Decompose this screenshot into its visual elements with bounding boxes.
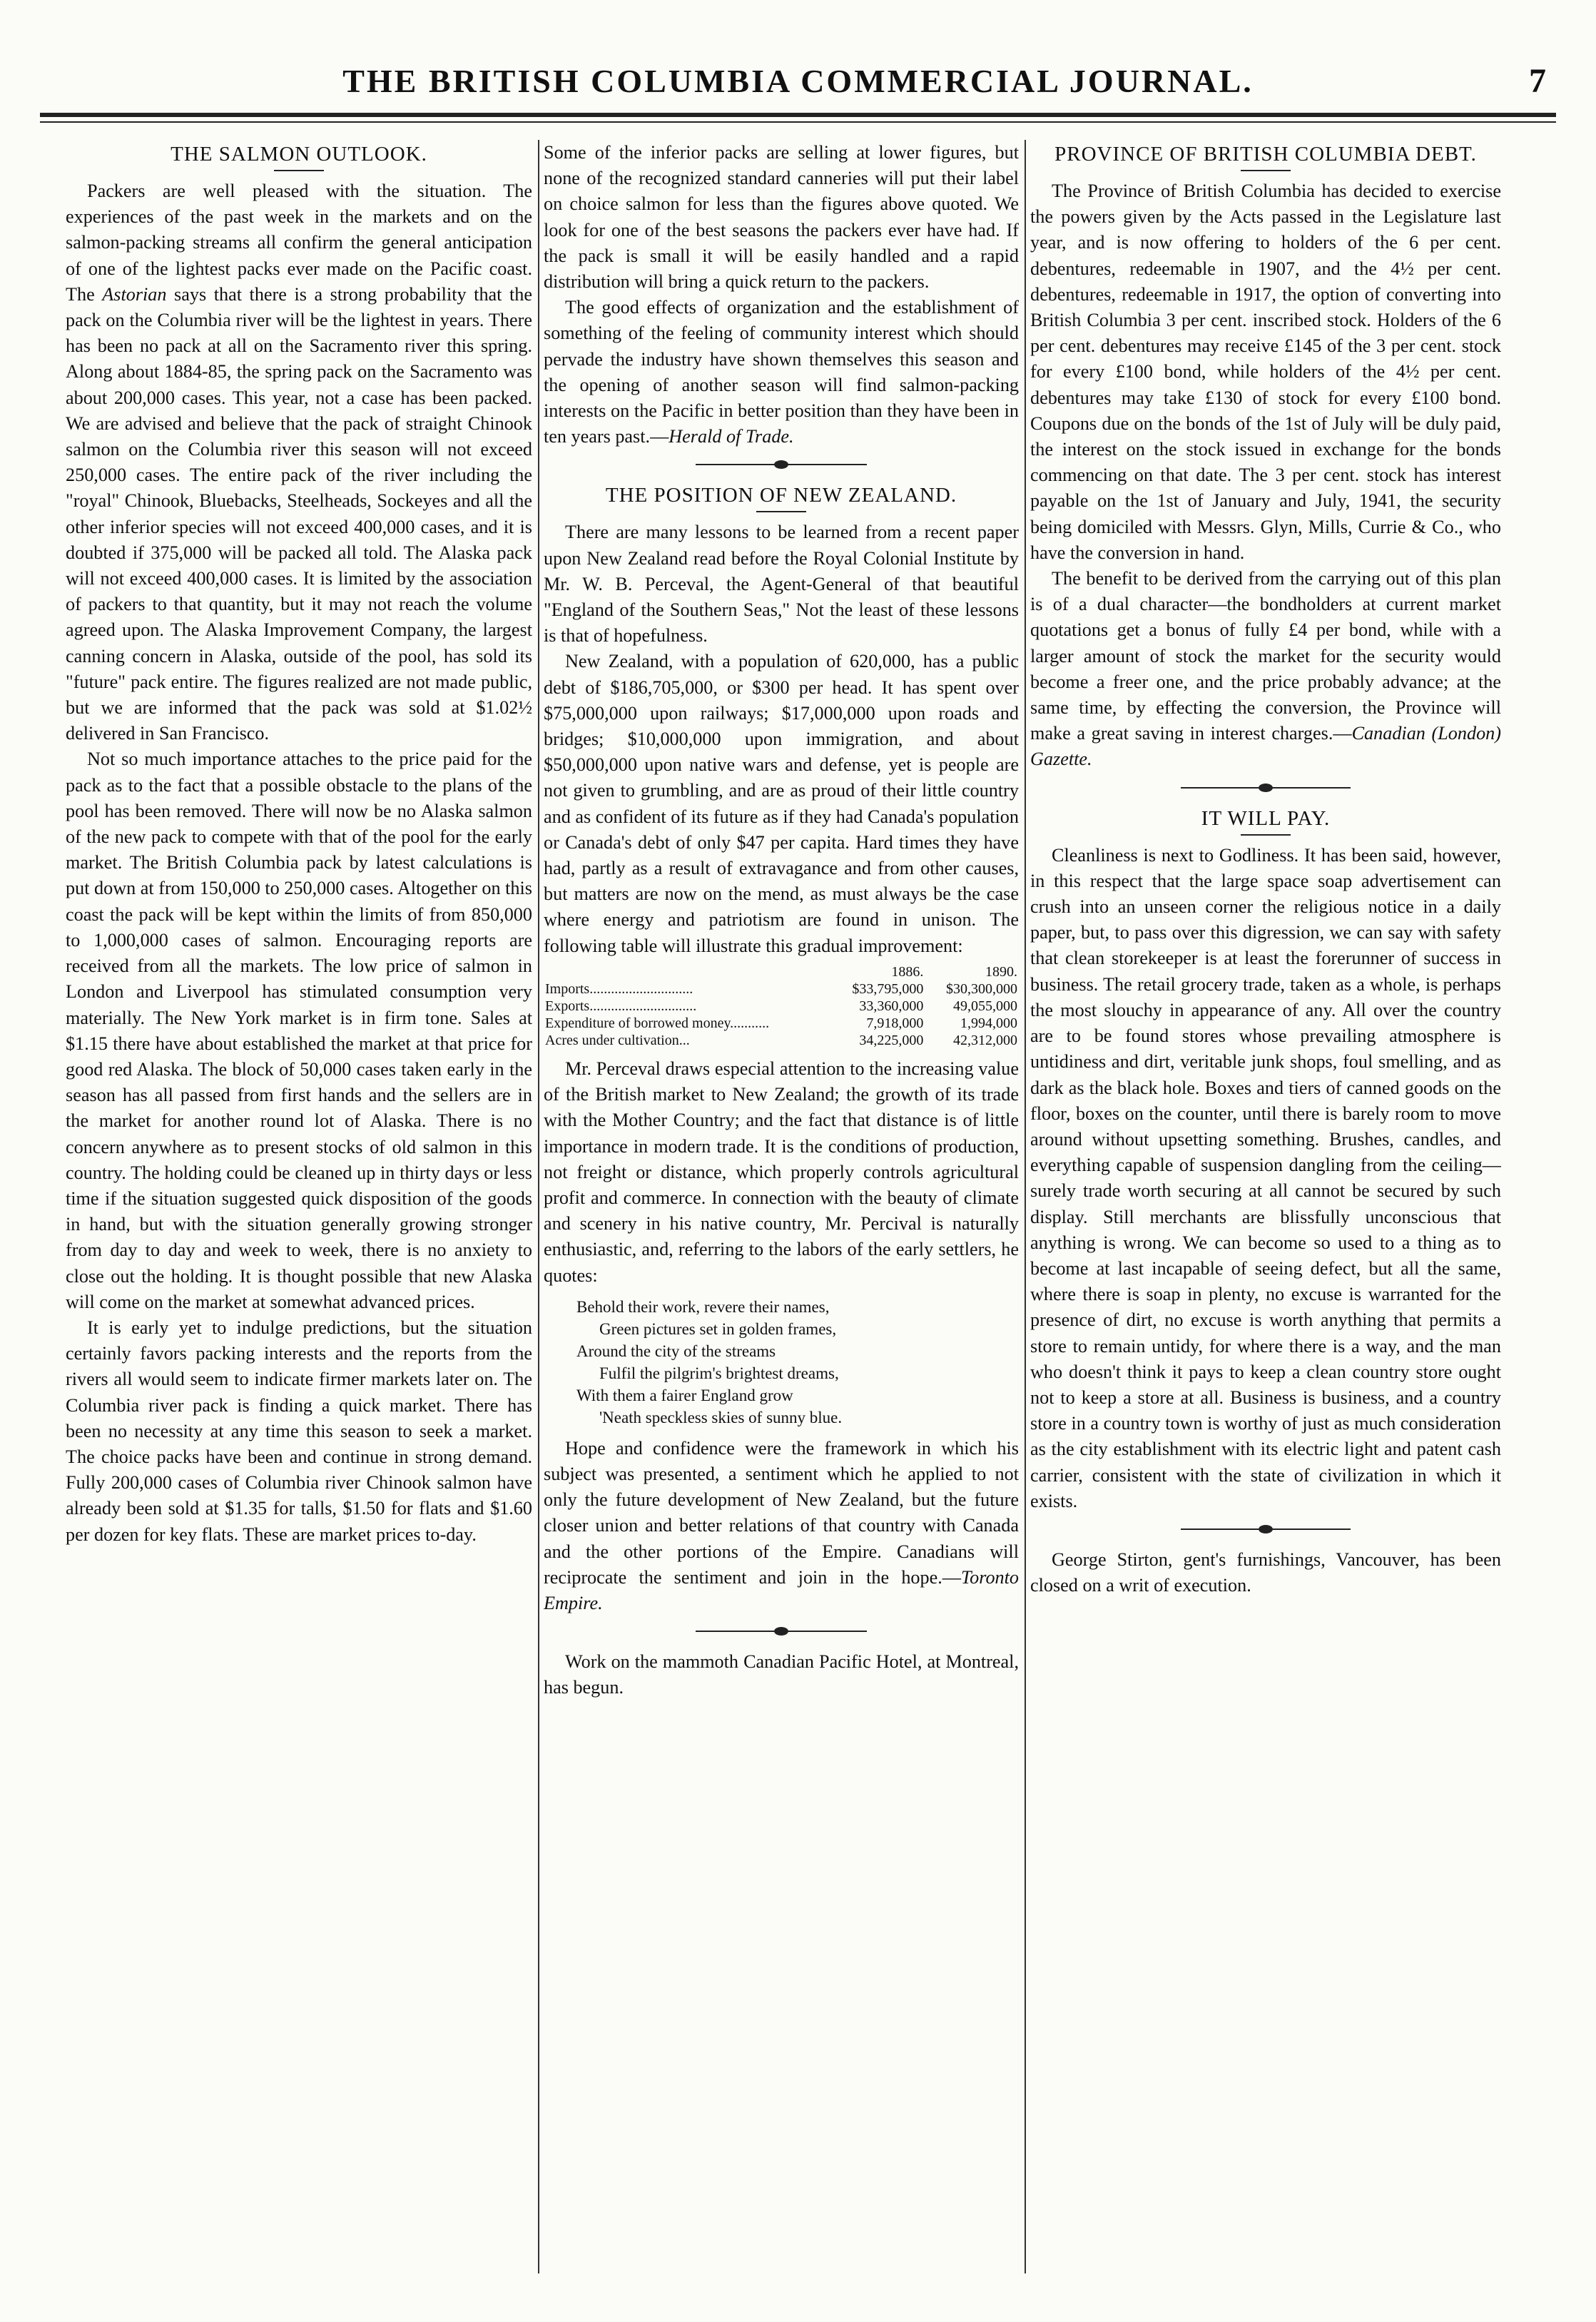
article-heading-salmon: THE SALMON OUTLOOK. (171, 143, 427, 166)
header-rule (40, 113, 1556, 117)
table-row (544, 980, 1019, 998)
article-paragraph: Packers are well pleased with the situation. The experiences of the past week in the markets and on the salmon-packing streams all confirm the general anticipation of one of the lightest packs ever made on the Pacific coast. The Astorian says that there is a strong probability that the pack on the Columbia river will be the lightest in years. There has been no pack at all on the Sacramento river this spring. Along about 1884-85, the spring pack on the Sacramento was about 200,000 cases. This year, not a case has been packed. We are advised and believe that the pack of straight Chinook salmon on the Columbia river this season will not exceed 250,000 cases. The entire pack of the river including the "royal" Chinook, Bluebacks, Steelheads, Sockeyes and all the other inferior species will not exceed 400,000 cases, and it is doubted if 375,000 will be packed all told. The Alaska pack will not exceed 400,000 cases. It is limited by the association of packers to that quantity, but it may not reach the volume agreed upon. The Alaska Improvement Company, the largest canning concern in Alaska, outside of the pool, has sold its "future" pack entire. The figures realized are not made public, but we are informed that the pack was sold at $1.02½ delivered in San Francisco. (66, 181, 532, 744)
article-heading-debt: PROVINCE OF BRITISH COLUMBIA DEBT. (1054, 143, 1477, 166)
cell-value: $30,300,000 (946, 980, 1017, 997)
heading-dash (1241, 834, 1291, 836)
table-header (544, 963, 831, 980)
source-citation: Canadian (London) Gazette. (1030, 723, 1501, 770)
cell-value: 49,055,000 (953, 998, 1017, 1014)
article-paragraph: It is early yet to indulge predictions, but the situation certainly favors packing interests and the reports from the rivers all would seem to indicate firmer markets later on. The Columbia river pack is finding a quick market. There has been no necessity at any time this season to seek a market. The choice packs have been and continue in strong demand. Fully 200,000 cases of Columbia river Chinook salmon have already been sold at $1.35 for talls, $1.50 for flats and $1.60 per dozen for key flats. These are market prices to-day. (66, 1317, 532, 1545)
row-label: Acres under cultivation... (545, 1032, 690, 1048)
article-heading-new-zealand: THE POSITION OF NEW ZEALAND. (605, 484, 957, 507)
source-citation: Astorian (102, 283, 167, 305)
statistics-table (544, 963, 1019, 1049)
row-label: Expenditure of borrowed money........... (545, 1015, 770, 1031)
article-paragraph: Mr. Perceval draws especial attention to the increasing value of the British market to New Zealand; the growth of its trade with the Mother Country; and the fact that distance is of little importance in modern trade. It is the conditions of production, not freight or distance, which properly controls agricultural profit and commerce. In connection with the beauty of climate and scenery in his native country, Mr. Percival is naturally enthusiastic, and, referring to the labors of the early settlers, he quotes: (544, 1058, 1019, 1286)
newspaper-title: THE BRITISH COLUMBIA COMMERCIAL JOURNAL. (342, 63, 1254, 99)
column-divider (1025, 140, 1026, 2273)
article-heading-it-will-pay: IT WILL PAY. (1201, 806, 1331, 830)
heading-dash (756, 511, 806, 512)
cell-value: 42,312,000 (953, 1032, 1017, 1048)
article-paragraph: The Province of British Columbia has decided to exercise the powers given by the Acts passed in the Legislature last year, and is now offering to holders of the 6 per cent. debentures, redeemable in 1907, and the 4½ per cent. debentures, redeemable in 1917, the option of converting into British Columbia 3 per cent. inscribed stock. Holders of the 6 per cent. debentures may receive £145 of the 3 per cent. stock for every £100 bond, while holders of the 4½ per cent. debentures may take £130 of stock for every £100 bond. Coupons due on the bonds of the 1st of July will be duly paid, the interest on the stock issued in exchange for the bonds commencing on that date. The 3 per cent. stock has interest payable on the 1st of January and July, 1941, the security being domiciled with Messrs. Glyn, Mills, Currie & Co., who have the conversion in hand. (1030, 181, 1501, 563)
article-paragraph: The benefit to be derived from the carrying out of this plan is of a dual character—the bondholders at current market quotations get a bonus of fully £4 per bond, while with a larger amount of stock the market for the security would become a freer one, and the price probably advance; at the same time, by effecting the conversion, the Province will make a great saving in interest charges.—Canadian (London) Gazette. (1030, 568, 1501, 770)
table-header-year: 1886. (891, 963, 924, 980)
cell-value: 1,994,000 (960, 1015, 1017, 1031)
column-2 (544, 140, 1019, 2273)
article-paragraph: There are many lessons to be learned from a recent paper upon New Zealand read before the Royal Colonial Institute by Mr. W. B. Perceval, the Agent-General of that beautiful "England of the Southern Seas," Not the least of these lessons is that of hopefulness. (544, 522, 1019, 647)
poem-line: Behold their work, revere their names, (576, 1297, 830, 1316)
source-citation: Herald of Trade. (669, 426, 794, 447)
cell-value: 33,360,000 (859, 998, 924, 1014)
cell-value: $33,795,000 (852, 980, 924, 997)
row-label: Exports.............................. (545, 998, 697, 1014)
poem-quote (544, 1296, 1019, 1429)
source-citation: Toronto Empire. (544, 1566, 1019, 1613)
article-paragraph: The good effects of organization and the establishment of something of the feeling of community interest which should pervade the industry have shown themselves this season and the opening of another season will find salmon-packing interests on the Pacific in better position than they have been in ten years past.—Herald of Trade. (544, 297, 1019, 447)
article-paragraph: Cleanliness is next to Godliness. It has been said, however, in this respect that the large space soap advertisement can crush into an unseen corner the religious notice in a daily paper, but, to pass over this digression, we can say with safety that clean storekeeper is at least the forerunner of success in business. The retail grocery trade, taken as a whole, is perhaps the most slouchy in appearance of any. All over the country are to be found stores whose prevailing atmosphere is untidiness and dirt, veritable junk shops, foul smelling, and as dark as the black hole. Boxes and tiers of canned goods on the floor, boxes on the counter, until there is barely room to move around without upsetting something. Brushes, candles, and everything capable of suspension dangling from the ceiling—surely trade worth securing at all cannot be secured by such display. Still merchants are blissfully unconscious that anything is wrong. We can become so used to a thing as to become at last incapable of seeing defect, but all the same, where there is soap in plenty, no excuse is warranted for the presence of dirt, no excuse is worth anything that permits a store to remain untidy, for where there is a way, and the man who doesn't think it pays to keep a clean country store ought not to keep a store at all. Business is business, and a country store in a country town is worthy of just as much consideration as the city establishment with its electric light and patent cash carrier, consistent with the state of civilization in which it exists. (1030, 844, 1501, 1511)
row-label: Imports............................. (545, 980, 693, 997)
article-paragraph: Hope and confidence were the framework in which his subject was presented, a sentiment which he applied to not only the future development of New Zealand, but the future closer union and better relations of that country with Canada and the other portions of the Empire. Canadians will reciprocate the sentiment and join in the hope.—Toronto Empire. (544, 1437, 1019, 1613)
news-note: Work on the mammoth Canadian Pacific Hotel, at Montreal, has begun. (544, 1651, 1019, 1698)
page-number: 7 (1529, 62, 1546, 100)
section-ornament (1030, 780, 1501, 796)
column-divider (538, 140, 539, 2273)
masthead (40, 60, 1556, 110)
article-paragraph: Some of the inferior packs are selling at lower figures, but none of the recognized standard canneries will put their label on choice salmon for less than the figures above quoted. We look for one of the best seasons the packers ever have had. If the pack is small it will be easily handled and a rapid distribution will bring a quick return to the packers. (544, 142, 1019, 293)
section-ornament (544, 457, 1019, 472)
cell-value: 34,225,000 (859, 1032, 924, 1048)
section-ornament (544, 1623, 1019, 1639)
poem-line: With them a fairer England grow (576, 1386, 793, 1404)
column-1 (66, 140, 532, 2273)
article-paragraph: Not so much importance attaches to the price paid for the pack as to the fact that a possible obstacle to the plans of the pool has been removed. There will now be no Alaska salmon of the new pack to compete with that of the pool for the early market. The British Columbia pack by latest calculations is put down at from 150,000 to 250,000 cases. Altogether on this coast the pack will be kept within the limits of from 850,000 to 1,000,000 cases of salmon. Encouraging reports are received from all the markets. The low price of salmon in London and Liverpool has stimulated consumption very materially. The New York market is in firm tone. Sales at $1.15 there have about established the market at that price for good red Alaska. The block of 50,000 cases taken early in the season has all passed from first hands and the sellers are in the market for another round lot of Alaska. There is no concern anywhere as to present stocks of old salmon in this country. The holding could be cleaned up in thirty days or less time if the situation suggested quick disposition of the goods in hand, but with the situation generally growing stronger from day to day and week to week, there is no anxiety to close out the holding. It is thought possible that new Alaska will come on the market at somewhat advanced prices. (66, 749, 532, 1312)
poem-line: Around the city of the streams (576, 1342, 776, 1360)
poem-line: Fulfil the pilgrim's brightest dreams, (599, 1364, 839, 1382)
heading-dash (274, 170, 324, 171)
table-row (544, 998, 1019, 1015)
poem-line: 'Neath speckless skies of sunny blue. (599, 1408, 843, 1426)
cell-value: 7,918,000 (866, 1015, 924, 1031)
column-3 (1030, 140, 1501, 2273)
news-note: George Stirton, gent's furnishings, Vancouver, has been closed on a writ of execution. (1030, 1548, 1501, 1596)
poem-line: Green pictures set in golden frames, (599, 1319, 837, 1338)
header-rule-thin (40, 121, 1556, 123)
heading-dash (1241, 170, 1291, 171)
article-paragraph: New Zealand, with a population of 620,000, has a public debt of $186,705,000, or $300 per head. It has spent over $75,000,000 upon railways; $17,000,000 upon roads and bridges; $10,000,000 upon immigration, and about $50,000,000 upon native wars and defense, yet is people are not given to grumbling, and are as proud of their little country and as confident of its future as if they had Canada's population or Canada's debt of only $47 per capita. Hard times they have had, partly as a result of extravagance and from other causes, but matters are now on the mend, as must always be the case where energy and patriotism are found in unison. The following table will illustrate this gradual improvement: (544, 651, 1019, 956)
section-ornament (1030, 1521, 1501, 1537)
table-row (544, 1015, 1019, 1032)
table-row (544, 1032, 1019, 1049)
table-header-year: 1890. (985, 963, 1017, 980)
